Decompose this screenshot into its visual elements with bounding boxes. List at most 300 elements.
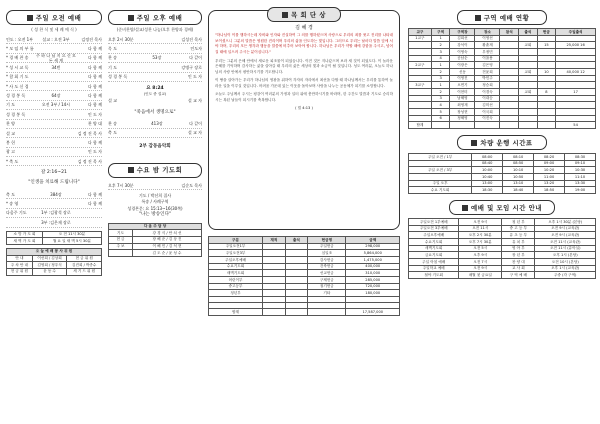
- list-item-cell: 인 도 자: [87, 111, 102, 117]
- table-cell: 이을용: [475, 55, 500, 62]
- table-cell: [519, 49, 538, 56]
- pastoral-paragraph: "하나님이 이를 행하시는데 자비와 인자와 진실하여 그 의를 행하셨으며 사랑으로 우리의 죄를 씻고 진리를 나타내 보이셨으니 그분의 말씀은 영원한 진리이며 우리의 삶을 인도하는 빛입니다. 그러므로 우리는 날마다 말씀 앞에 서야 하며, 우리의 모든 생각과 행동을 말씀에 비추어 보아야 합니다. 하나님은 우리가 약할 때에 강함을 주시고, 넘어질 때에 일으켜 주시는 분이십니다.": [215, 33, 393, 54]
- table-cell: 오전 9시: [459, 265, 502, 272]
- table-header-cell: 출석: [519, 29, 538, 36]
- table-cell: [537, 102, 556, 109]
- table-cell: [556, 95, 596, 102]
- table-cell: 영 아 부: [502, 245, 535, 252]
- list-item-cell: 다 함 께: [87, 191, 102, 197]
- table-row: 소 망 가 도 회 오 전 11시 30분: [7, 231, 102, 238]
- afternoon-service-closing: [108, 119, 202, 138]
- table-cell: [500, 109, 519, 116]
- table-cell: [409, 69, 432, 76]
- table-row: [409, 75, 596, 82]
- table-row: [409, 95, 596, 102]
- table-cell: 400,000: [346, 263, 400, 270]
- table-cell: 현 금 위 원: [67, 255, 102, 262]
- car-schedule-title: 차량 운행 시간표: [457, 135, 547, 150]
- table-row: [409, 265, 596, 272]
- table-cell: 이현미: [450, 89, 475, 96]
- table-cell: [500, 75, 519, 82]
- table-cell: 13:00: [472, 180, 503, 187]
- table-cell: 금요기도회: [409, 252, 459, 259]
- table-cell: 김은영: [475, 62, 500, 69]
- list-item: [108, 119, 202, 128]
- table-cell: [475, 122, 500, 129]
- list-item-cell: 다 같이: [189, 120, 202, 126]
- table-cell: 정승희: [475, 82, 500, 89]
- list-item-cell: 기 도: [108, 64, 117, 70]
- table-cell: 10:30: [565, 167, 596, 174]
- list-item-cell: 다 함 께: [87, 55, 102, 61]
- table-cell: 4: [431, 55, 450, 62]
- wednesday-line: "나는 방송인다": [138, 211, 172, 217]
- sermon-title: "인생을 치료해 드립니다": [28, 180, 80, 186]
- table-cell: 강 경 식 / 안 치 선: [132, 230, 201, 237]
- table-cell: 13:30: [565, 180, 596, 187]
- table-cell: [409, 160, 472, 167]
- table-header-cell: 장소: [475, 29, 500, 36]
- table-cell: 08:30: [565, 154, 596, 161]
- next-week-duties-title: 다 음 주 담 당: [109, 223, 202, 230]
- table-cell: [285, 290, 308, 297]
- table-row: 새 벽 가 도 회 월 요 일 새 벽 5시 30분: [7, 238, 102, 245]
- table-cell: 유 치 부: [502, 239, 535, 246]
- list-item-cell: 찬 송: [108, 120, 117, 126]
- list-item-cell: 봉 헌: [6, 139, 15, 145]
- table-cell: 6: [431, 115, 450, 122]
- table-cell: [500, 49, 519, 56]
- list-item: [6, 148, 102, 157]
- table-cell: 주일오전3부: [209, 250, 263, 257]
- table-cell: [409, 109, 432, 116]
- table-cell: [409, 89, 432, 96]
- table-row: [209, 277, 400, 284]
- table-row: [409, 272, 596, 279]
- table-cell: 매월 첫 금요일: [459, 272, 502, 279]
- list-item-cell: 3부 :김은재 장로: [41, 219, 71, 225]
- list-item-cell: 다 함 께: [87, 46, 102, 52]
- wednesday-line: 기도 / 박선희 집사: [138, 193, 172, 199]
- table-cell: 25,000 16: [556, 42, 596, 49]
- table-header-row: [209, 237, 400, 244]
- table-cell: 13:20: [534, 180, 565, 187]
- list-item: [6, 91, 102, 100]
- list-item-cell: 설 교: [6, 130, 15, 136]
- table-cell: [537, 109, 556, 116]
- table-cell: 오전 5시: [459, 245, 502, 252]
- table-cell: 찬 양 대: [502, 259, 535, 266]
- table-cell: 현 금 위 원: [7, 268, 33, 275]
- table-header-cell: 재적: [263, 237, 286, 244]
- table-cell: [263, 250, 286, 257]
- table-row: [7, 255, 102, 262]
- table-cell: 철야 기도회: [409, 272, 459, 279]
- table-cell: [500, 62, 519, 69]
- table-cell: 1: [431, 62, 450, 69]
- volunteers-table-title: 오 늘 예 배 봉 사 위 원: [7, 248, 102, 255]
- list-item-cell: 축 도: [108, 130, 117, 136]
- table-cell: [263, 309, 286, 316]
- table-cell: 중고등부: [209, 283, 263, 290]
- table-cell: 주중 (각 구역): [535, 272, 596, 279]
- table-cell: 건축헌금: [308, 263, 346, 270]
- attendance-offering-table: [208, 236, 400, 316]
- table-row: [109, 243, 202, 250]
- afternoon-service-order: [108, 44, 202, 82]
- list-item-cell: * 축 도: [6, 158, 19, 164]
- table-cell: 2교구: [409, 62, 432, 69]
- pastoral-column-box: [208, 10, 400, 230]
- table-cell: [537, 82, 556, 89]
- table-cell: 17: [556, 89, 596, 96]
- table-cell: 주일오전1부: [209, 243, 263, 250]
- table-row: [409, 82, 596, 89]
- table-row: [409, 102, 596, 109]
- table-cell: 안 내: [7, 255, 33, 262]
- list-item: [108, 63, 202, 72]
- table-cell: [556, 55, 596, 62]
- afternoon-service-title: 주일 오후 예배: [108, 10, 202, 25]
- list-item-cell: 인 도 자: [187, 74, 202, 80]
- list-item-cell: 성 경 봉 독: [6, 111, 26, 117]
- table-cell: [500, 115, 519, 122]
- table-cell: 40,000 12: [556, 69, 596, 76]
- list-item-cell: * 모 임 의 부 름: [6, 46, 34, 52]
- table-row: [409, 115, 596, 122]
- wednesday-service-details: [108, 193, 202, 217]
- table-cell: 중 고 등 부: [502, 225, 535, 232]
- table-cell: 오전 11시 (유아실): [535, 245, 596, 252]
- table-cell: 기도: [109, 230, 133, 237]
- table-cell: 어린이부: [209, 277, 263, 284]
- table-cell: 오전 9시 (교육관): [535, 232, 596, 239]
- wednesday-line: 특송 / 사례구역: [141, 199, 169, 205]
- morning-service-header: 인도 : 오전 1부 설교 : 오전 3부 김정진 목사: [6, 35, 102, 44]
- next-week-duties-table: [108, 223, 202, 257]
- square-icon: [128, 15, 134, 21]
- table-cell: 전윤희: [475, 69, 500, 76]
- table-cell: 이영선: [475, 35, 500, 42]
- table-cell: 수요기도회: [409, 239, 459, 246]
- table-cell: [519, 115, 538, 122]
- table-cell: [409, 42, 432, 49]
- square-icon: [282, 12, 288, 18]
- table-cell: 윤 동 수: [32, 268, 67, 275]
- table-row: [209, 243, 400, 250]
- table-cell: [285, 257, 308, 264]
- list-item-cell: 다 함 께: [87, 102, 102, 108]
- table-row: [7, 268, 102, 275]
- afternoon-sermon-row: 설 교 설 교 자: [108, 98, 202, 104]
- wednesday-service-title: 수요 밤 기도회: [108, 163, 202, 178]
- table-cell: 오후 7시 30분: [459, 239, 502, 246]
- list-item-cell: 64장: [51, 93, 61, 99]
- table-cell: [537, 49, 556, 56]
- table-cell: 08:50: [503, 160, 534, 167]
- list-item-cell: 413장: [151, 120, 163, 126]
- table-cell: [285, 283, 308, 290]
- list-item: [6, 73, 102, 82]
- table-cell: 청 년 부: [502, 219, 535, 226]
- table-row: [409, 239, 596, 246]
- list-item: [108, 129, 202, 138]
- table-cell: [500, 42, 519, 49]
- table-cell: [285, 270, 308, 277]
- table-row: [209, 250, 400, 257]
- table-cell: 08:40: [472, 160, 503, 167]
- table-row: [409, 89, 596, 96]
- table-cell: 180,000: [346, 290, 400, 297]
- scripture-reference: 요 8:24: [146, 85, 164, 91]
- table-cell: 구제헌금: [308, 277, 346, 284]
- table-row: [409, 55, 596, 62]
- cell-group-title: 구역 예배 연황: [457, 10, 547, 25]
- square-icon: [471, 140, 477, 146]
- table-cell: 오후 1시 (본당): [535, 252, 596, 259]
- table-cell: 수요기도회: [209, 263, 263, 270]
- table-cell: [519, 102, 538, 109]
- square-icon: [128, 167, 134, 173]
- list-item-cell: * 성 시 교 독: [6, 64, 29, 70]
- list-item-cell: 384장: [50, 191, 62, 197]
- table-cell: 오후 1시 (교육관): [535, 265, 596, 272]
- table-cell: 장성현: [450, 109, 475, 116]
- table-row: [209, 309, 400, 316]
- table-cell: 청년부: [209, 290, 263, 297]
- list-item-cell: 김 정 진 목 사: [77, 130, 102, 136]
- table-cell: 오전 11시: [459, 225, 502, 232]
- list-item: [108, 44, 202, 53]
- list-item-cell: 34번: [51, 64, 61, 70]
- table-row: [409, 122, 596, 129]
- table-cell: 298,000: [346, 243, 400, 250]
- table-row: [409, 174, 596, 181]
- list-item-cell: 다 함 께: [87, 139, 102, 145]
- list-item-cell: 주 하 나 님 지 으 신 모 든 세 계: [36, 52, 76, 63]
- pastoral-paragraph: 이 땅을 살아가는 우리가 하나님의 영광을 위하여 각자의 자리에서 최선을 다할 때 하나님께서는 우리를 통하여 놀라운 일을 이루실 것입니다. 어려움 가운데 있는 이웃을 돌아보며 사랑을 나누는 공동체가 되기를 소망합니다.: [215, 78, 393, 88]
- table-cell: 정혜영: [450, 115, 475, 122]
- table-cell: [519, 122, 538, 129]
- table-cell: 현 금: [109, 236, 133, 243]
- list-item: [6, 209, 102, 218]
- table-cell: 13:10: [503, 180, 534, 187]
- list-item: [6, 101, 102, 110]
- table-cell: 오후 2시 30분: [459, 232, 502, 239]
- table-cell: [409, 75, 432, 82]
- table-cell: 1: [431, 82, 450, 89]
- cell-group-table: [408, 28, 596, 129]
- table-cell: 오후 9시: [459, 252, 502, 259]
- table-header-cell: 주일출석: [556, 29, 596, 36]
- table-cell: 절기헌금: [308, 283, 346, 290]
- table-cell: 오후 1시 30분 (본당): [535, 219, 596, 226]
- table-cell: 남혜영: [450, 95, 475, 102]
- table-cell: [500, 35, 519, 42]
- table-cell: [519, 109, 538, 116]
- table-cell: 4: [431, 102, 450, 109]
- meeting-times-table: [408, 218, 596, 279]
- table-cell: 세 기 드 위 원: [67, 268, 102, 275]
- table-cell: 15: [537, 42, 556, 49]
- table-cell: [556, 35, 596, 42]
- list-item-cell: * 참 회 기 도: [6, 74, 29, 80]
- table-cell: 최영재: [450, 102, 475, 109]
- table-cell: 오전 10시 (본당): [535, 259, 596, 266]
- table-cell: 주일오후예배: [409, 232, 459, 239]
- table-row: [409, 62, 596, 69]
- square-icon: [462, 205, 468, 211]
- list-item-cell: * 사 도 신 경: [6, 83, 29, 89]
- table-cell: 선교헌금: [308, 270, 346, 277]
- table-cell: [285, 243, 308, 250]
- table-row: [409, 167, 596, 174]
- list-item-cell: 김 정 진 목 사: [77, 158, 102, 164]
- list-item: [6, 129, 102, 138]
- prayer-meeting-table: [6, 231, 102, 245]
- list-item-cell: 53장: [152, 55, 162, 61]
- table-cell: 1: [431, 35, 450, 42]
- list-item-cell: 설 교 자: [187, 130, 202, 136]
- table-cell: [263, 283, 286, 290]
- table-cell: 김미선: [475, 102, 500, 109]
- list-item-cell: 인 도 자: [87, 149, 102, 155]
- table-cell: 09:10: [565, 160, 596, 167]
- table-cell: 이장은: [450, 62, 475, 69]
- table-cell: 17,587,000: [346, 309, 400, 316]
- list-item-cell: 강병구 장로: [181, 64, 202, 70]
- table-cell: 10:50: [503, 174, 534, 181]
- table-cell: 주일 아침 예배: [409, 259, 459, 266]
- table-cell: [285, 263, 308, 270]
- table-cell: 10:00: [472, 167, 503, 174]
- table-cell: [109, 250, 133, 257]
- table-cell: 2: [431, 42, 450, 49]
- table-header-cell: 구분: [209, 237, 263, 244]
- table-cell: [263, 257, 286, 264]
- table-cell: 새벽기도회: [409, 245, 459, 252]
- pastoral-column-panel: [208, 10, 400, 316]
- table-cell: 09:00: [534, 160, 565, 167]
- table-cell: 주일 오전 / 1부: [409, 154, 472, 161]
- scripture-note: (인도 중 설교): [143, 91, 167, 96]
- scripture-reference: 갈 2:16~21: [41, 170, 67, 176]
- table-row: [109, 236, 202, 243]
- table-cell: 주 보: [109, 243, 133, 250]
- table-cell: 11:00: [534, 174, 565, 181]
- table-row: [409, 35, 596, 42]
- table-cell: [431, 122, 450, 129]
- list-item: [6, 138, 102, 147]
- table-cell: 19:00: [565, 187, 596, 194]
- table-header-cell: 금액: [346, 237, 400, 244]
- table-cell: [409, 55, 432, 62]
- list-item-cell: 다 함 께: [87, 93, 102, 99]
- table-cell: [263, 243, 286, 250]
- table-cell: 김희선: [450, 35, 475, 42]
- table-cell: 18:30: [472, 187, 503, 194]
- table-cell: 2: [431, 89, 450, 96]
- list-item: [6, 110, 102, 119]
- list-item-cell: 성 경 봉 독: [6, 93, 26, 99]
- table-cell: [537, 62, 556, 69]
- square-icon: [27, 15, 33, 21]
- table-row: [209, 283, 400, 290]
- table-cell: [519, 35, 538, 42]
- table-cell: 8: [537, 89, 556, 96]
- table-cell: 김진희 / 박종수: [67, 262, 102, 269]
- table-row: [409, 225, 596, 232]
- list-item: [6, 120, 102, 129]
- table-cell: [537, 95, 556, 102]
- table-cell: 주일오전 3부예배: [409, 225, 459, 232]
- table-cell: [556, 75, 596, 82]
- morning-service-order: [6, 44, 102, 166]
- table-cell: 3: [431, 49, 450, 56]
- table-cell: 강석이: [450, 42, 475, 49]
- table-cell: [285, 277, 308, 284]
- afternoon-service-panel: [108, 10, 202, 257]
- list-item: [108, 54, 202, 63]
- table-cell: 장 해 준 / 김 상 진: [132, 236, 201, 243]
- table-cell: 주일헌금: [308, 243, 346, 250]
- table-cell: 오전 11시 (교육관): [535, 239, 596, 246]
- list-item: [108, 73, 202, 82]
- table-row: [209, 270, 400, 277]
- table-cell: 교 사 회: [502, 265, 535, 272]
- table-cell: 이 해 민 / 김 석 현: [132, 243, 201, 250]
- table-cell: [519, 95, 538, 102]
- table-cell: 10:40: [472, 174, 503, 181]
- table-cell: 3교구: [409, 82, 432, 89]
- table-cell: 3: [431, 75, 450, 82]
- table-cell: 교회: [519, 89, 538, 96]
- afternoon-service-subtitle: (준비찬양/설교/성찬 나눔/오후 찬양과 경배): [116, 27, 194, 32]
- table-header-cell: 헌금명: [308, 237, 346, 244]
- list-item: [6, 54, 102, 63]
- table-cell: 주일 오전 / 3부: [409, 167, 472, 174]
- wednesday-line: 성경본문: 요 15:13~16(30쪽): [127, 205, 183, 211]
- table-cell: 3: [431, 95, 450, 102]
- list-item-cell: 다 함 께: [87, 64, 102, 70]
- table-cell: 이진숙: [475, 115, 500, 122]
- table-cell: 기타: [308, 290, 346, 297]
- list-item-cell: 광 고: [6, 149, 15, 155]
- table-cell: [263, 270, 286, 277]
- table-row: [409, 232, 596, 239]
- table-header-cell: 헌금: [537, 29, 556, 36]
- table-cell: 11:10: [565, 174, 596, 181]
- table-cell: 신동: [450, 69, 475, 76]
- list-item-cell: 기 도: [6, 102, 15, 108]
- pastoral-paragraph: 오늘도 주님께서 주시는 평강이 여러분의 가정과 일터 위에 충만하시기를 바라며, 한 주간도 말씀과 기도로 승리하시는 복된 날들이 되시기를 축복합니다.: [215, 92, 393, 102]
- table-cell: 08:00: [472, 154, 503, 161]
- table-cell: 이대승: [475, 95, 500, 102]
- table-header-cell: 구역: [431, 29, 450, 36]
- table-cell: [500, 82, 519, 89]
- square-icon: [475, 15, 481, 21]
- pastoral-column-body: [215, 33, 393, 103]
- table-cell: [500, 89, 519, 96]
- table-cell: [556, 82, 596, 89]
- table-cell: [450, 122, 475, 129]
- table-row: [209, 257, 400, 264]
- table-cell: 박민주: [475, 75, 500, 82]
- list-item-cell: 찬 양: [6, 121, 15, 127]
- table-cell: 우정민: [475, 49, 500, 56]
- table-header-cell: 구역장: [450, 29, 475, 36]
- table-cell: 5: [431, 109, 450, 116]
